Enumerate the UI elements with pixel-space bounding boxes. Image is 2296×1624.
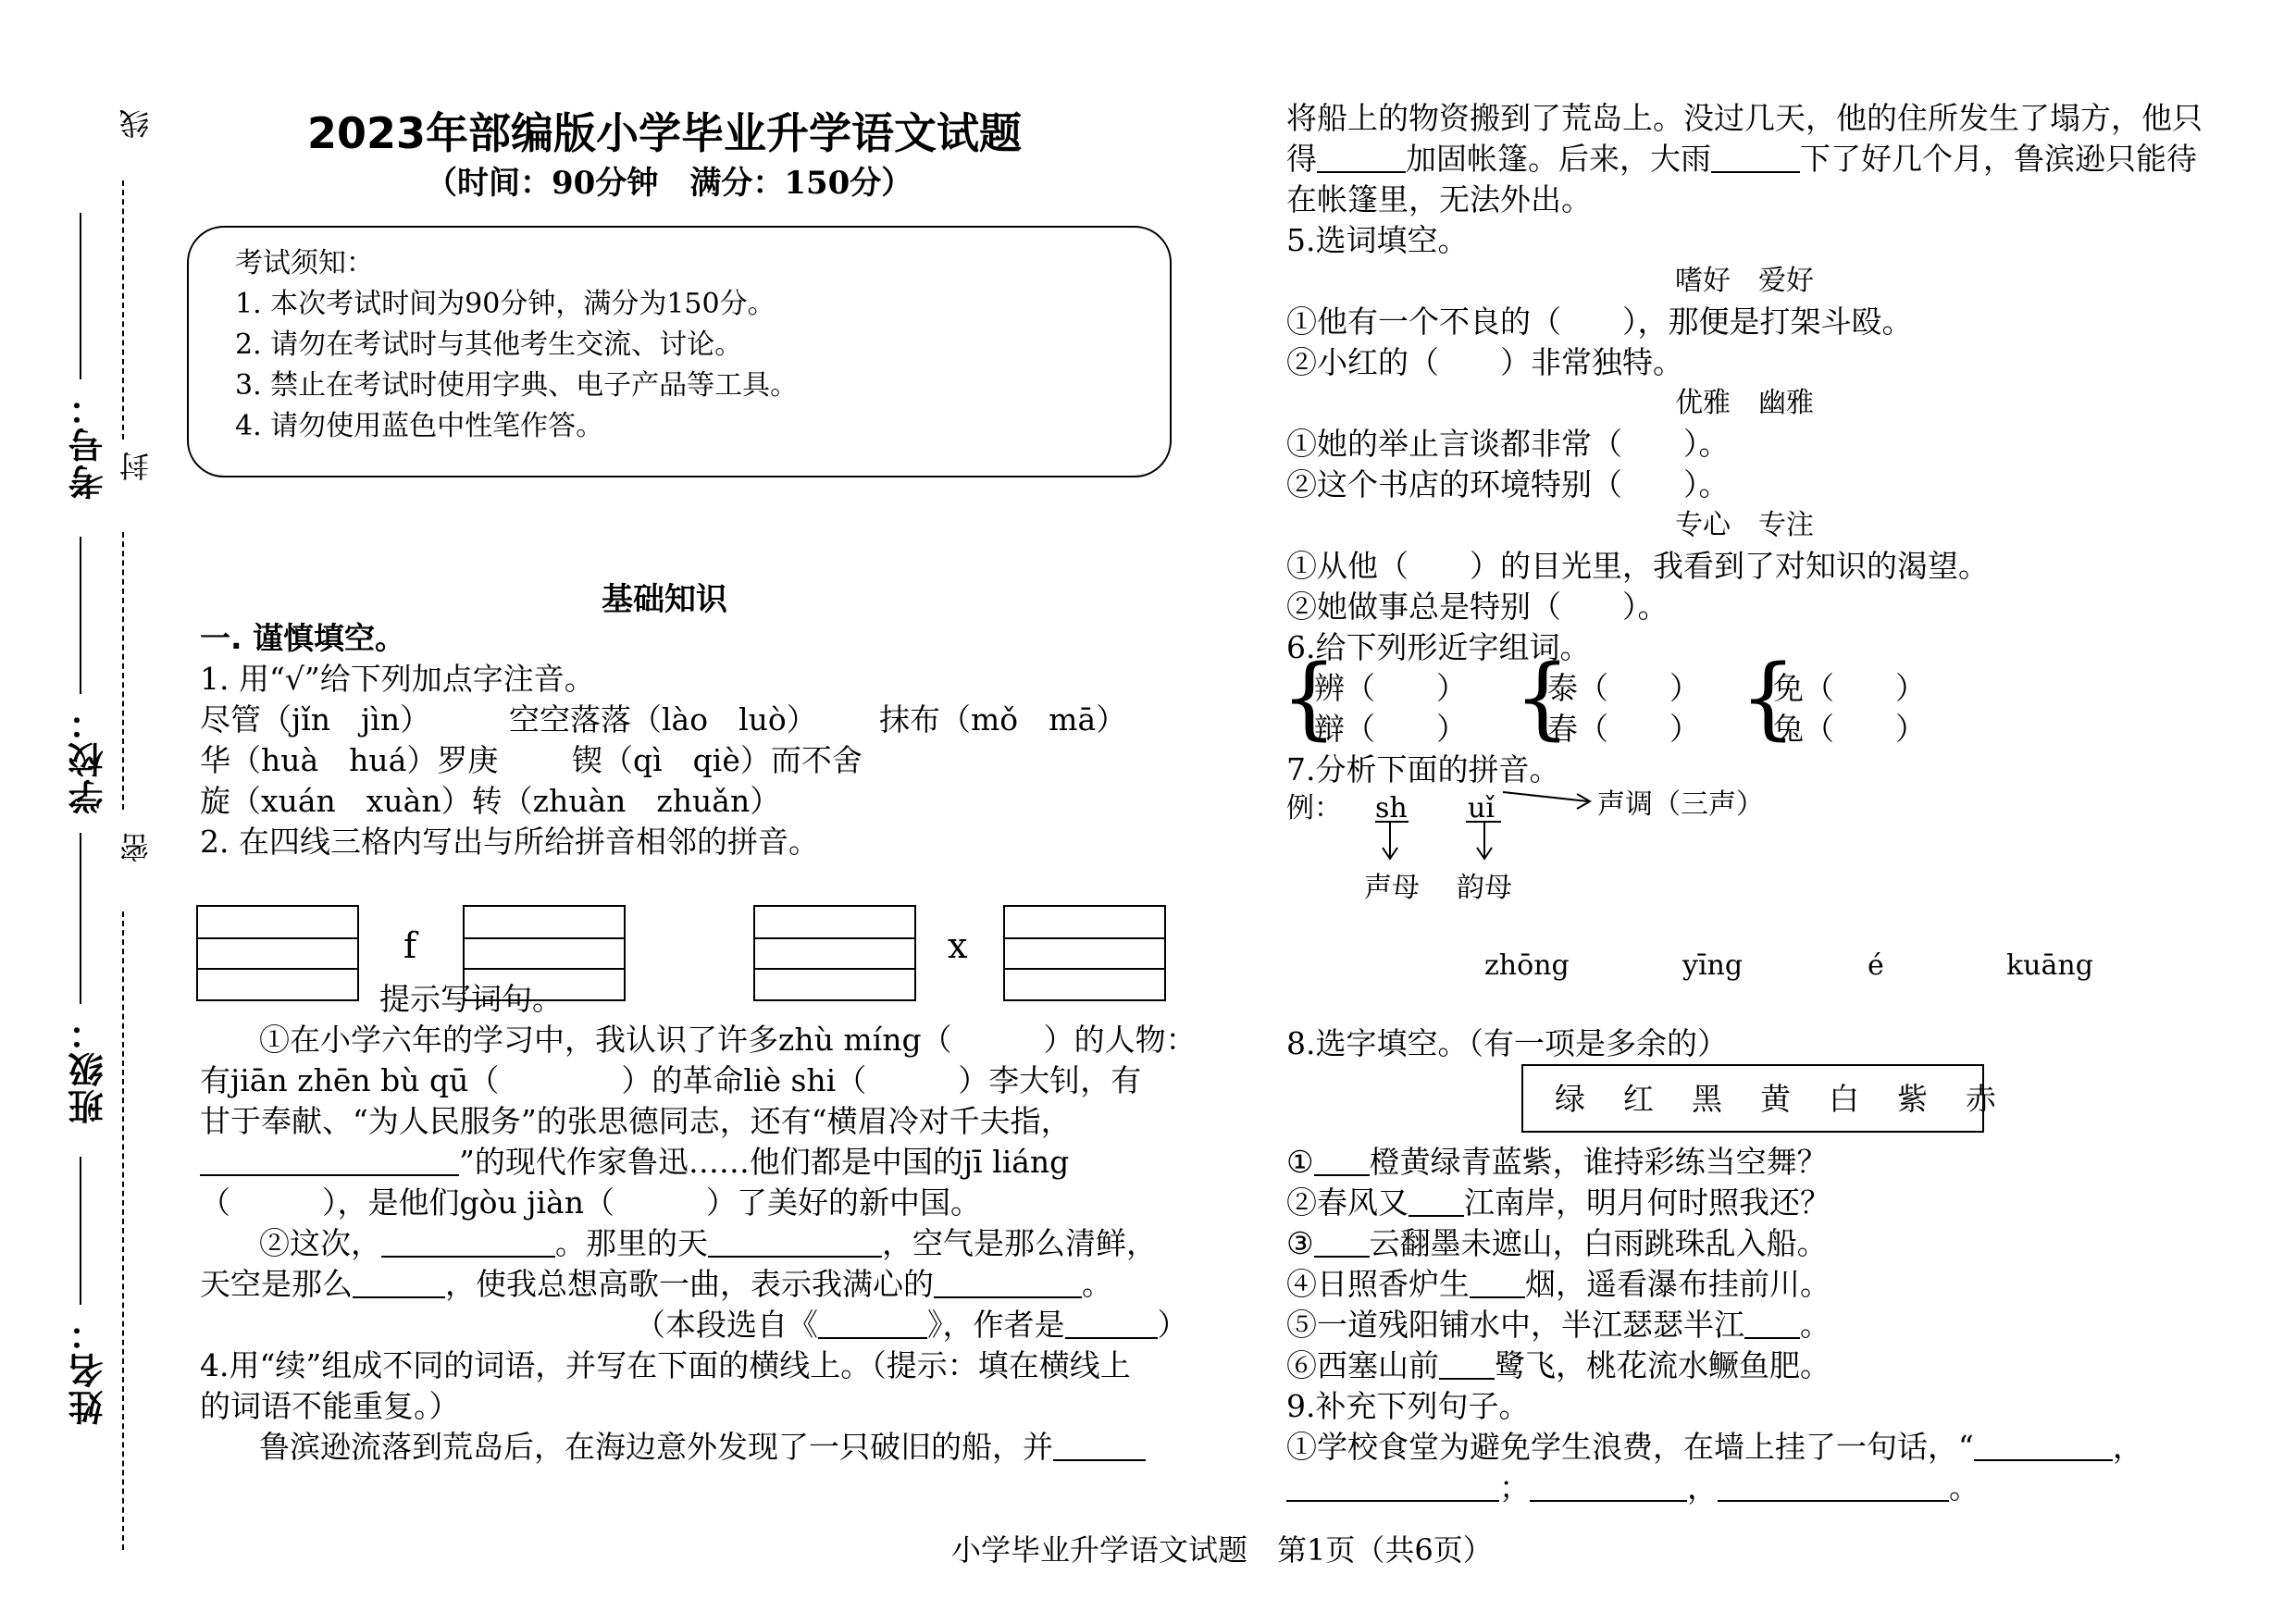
notice-heading: 考试须知：	[235, 247, 374, 279]
question-2: 2. 在四线三格内写出与所给拼音相邻的拼音。	[200, 824, 819, 860]
similar-char-item: 免（ ）	[1773, 670, 1926, 706]
q5-item: ①他有一个不良的（ ），那便是打架斗殴。	[1286, 304, 1913, 340]
similar-char-item: 兔（ ）	[1773, 711, 1926, 747]
q5-item: ①她的举止言谈都非常（ ）。	[1286, 426, 1730, 462]
word-choice-group: 专心 专注	[1675, 509, 1814, 541]
question-9: 9.补充下列句子。	[1286, 1388, 1530, 1424]
q1-item: 空空落落（lào luò）	[509, 701, 817, 738]
answer-blank[interactable]	[1974, 1432, 2113, 1461]
passage1-line: ①在小学六年的学习中，我认识了许多zhù míng（ ）的人物：	[259, 1022, 1197, 1058]
question-1: 1. 用“√”给下列加点字注音。	[200, 661, 595, 697]
passage2-source: （本段选自《 》，作者是 ）	[635, 1307, 1188, 1343]
word-choice-group: 嗜好 爱好	[1675, 265, 1814, 297]
passage1-line: （ ），是他们gòu jiàn（ ）了美好的新中国。	[200, 1184, 981, 1221]
q8-item: ④日照香炉生 烟，遥看瀑布挂前川。	[1286, 1266, 1831, 1302]
page-footer: 小学毕业升学语文试题 第1页（共6页）	[951, 1532, 1493, 1568]
question-5: 5.选词填空。	[1286, 222, 1469, 258]
brace-icon: {	[1740, 646, 1797, 750]
q4-passage-line: 将船上的物资搬到了荒岛上。没过几天，他的住所发生了塌方，他只	[1286, 100, 2203, 136]
answer-blank[interactable]	[1470, 1269, 1525, 1298]
q9-item: ； ， 。	[1286, 1468, 1980, 1508]
similar-char-item: 辨（ ）	[1314, 670, 1467, 706]
example-final-label: 韵母	[1457, 872, 1512, 904]
question-4: 4.用“续”组成不同的词语，并写在下面的横线上。（提示：填在横线上	[200, 1347, 1131, 1383]
word-choice-group: 优雅 幽雅	[1675, 387, 1814, 419]
passage1-line: ”的现代作家鲁迅……他们都是中国的jī liáng	[200, 1142, 1069, 1183]
section-title: 基础知识	[602, 581, 727, 618]
q8-item: ③ 云翻墨未遮山，白雨跳珠乱入船。	[1286, 1225, 1828, 1261]
answer-blank[interactable]	[1718, 1472, 1949, 1502]
q5-item: ①从他（ ）的目光里，我看到了对知识的渴望。	[1286, 548, 1989, 584]
brace-icon: {	[1514, 646, 1571, 750]
example-initial-label: 声母	[1364, 872, 1420, 904]
q1-item: 尽管（jǐn jìn）	[200, 701, 431, 738]
pinyin-letter-f: f	[403, 925, 417, 966]
example-initial: sh	[1375, 792, 1408, 824]
seal-word-mi: 密	[118, 833, 154, 862]
q9-item: ①学校食堂为避免学生浪费，在墙上挂了一句话，“ ，	[1286, 1429, 2143, 1465]
similar-char-item: 春（ ）	[1547, 711, 1700, 747]
notice-item: 3. 禁止在考试时使用字典、电子产品等工具。	[235, 369, 799, 402]
pinyin-letter-x: x	[948, 925, 968, 966]
answer-blank[interactable]	[1286, 1472, 1499, 1502]
similar-char-item: 辩（ ）	[1314, 711, 1467, 747]
pinyin-item: yīng	[1682, 949, 1744, 982]
part1-heading: 一. 谨慎填空。	[200, 620, 406, 656]
char-options: 绿 红 黑 黄 白 紫 赤	[1555, 1081, 2000, 1117]
question-8: 8.选字填空。（有一项是多余的）	[1286, 1025, 1728, 1061]
notice-item: 2. 请勿在考试时与其他考生交流、讨论。	[235, 329, 743, 361]
q1-item: 锲（qì qiè）而不舍	[572, 742, 863, 778]
question-3: 提示写词句。	[379, 981, 563, 1017]
question-6: 6.给下列形近字组词。	[1286, 629, 1591, 665]
name-label: 姓名：	[68, 1314, 109, 1425]
q5-item: ②她做事总是特别（ ）。	[1286, 589, 1669, 625]
exam-title: 2023年部编版小学毕业升学语文试题	[307, 108, 1023, 158]
q8-item: ⑤一道残阳铺水中，半江瑟瑟半江 。	[1286, 1307, 1831, 1343]
notice-item: 1. 本次考试时间为90分钟，满分为150分。	[235, 288, 776, 320]
question-4-hint: 的词语不能重复。）	[200, 1388, 460, 1424]
brace-icon: {	[1281, 646, 1338, 750]
answer-blank[interactable]	[1530, 1472, 1687, 1502]
exam-number-label: 考号：	[68, 389, 109, 500]
similar-char-item: 泰（ ）	[1547, 670, 1700, 706]
passage2-line: 天空是那么 ，使我总想高歌一曲，表示我满心的 。	[200, 1266, 1112, 1302]
q1-item: 旋（xuán xuàn）转（zhuàn zhuǎn）	[200, 783, 781, 819]
q4-passage-line: 在帐篷里，无法外出。	[1286, 181, 1592, 217]
q4-passage-line: 得 加固帐篷。后来，大雨 下了好几个月，鲁滨逊只能待	[1286, 141, 2197, 177]
class-label: 班级：	[68, 1013, 109, 1124]
school-label: 学校：	[68, 703, 109, 814]
notice-item: 4. 请勿使用蓝色中性笔作答。	[235, 410, 604, 442]
q8-item: ⑥西塞山前 鹭飞，桃花流水鳜鱼肥。	[1286, 1347, 1831, 1383]
answer-blank[interactable]	[1744, 1309, 1800, 1339]
pinyin-item: é	[1868, 949, 1884, 982]
exam-subtitle: （时间：90分钟 满分：150分）	[426, 165, 913, 202]
question-7: 7.分析下面的拼音。	[1286, 751, 1560, 787]
answer-blank[interactable]	[1439, 1350, 1495, 1380]
answer-blank[interactable]	[1314, 1228, 1370, 1258]
seal-word-feng: 封	[118, 452, 154, 481]
q1-item: 抹布（mǒ mā）	[879, 701, 1127, 738]
example-final: uǐ	[1468, 792, 1495, 824]
pinyin-item: zhōng	[1484, 949, 1570, 982]
answer-blank[interactable]	[1409, 1187, 1464, 1217]
q8-item: ②春风又 江南岸，明月何时照我还？	[1286, 1184, 1831, 1221]
q5-item: ②小红的（ ）非常独特。	[1286, 344, 1683, 380]
q1-item: 华（huà huá）罗庚	[200, 742, 499, 778]
passage1-line: 甘于奉献、“为人民服务”的张思德同志，还有“横眉冷对千夫指，	[200, 1103, 1072, 1139]
answer-blank[interactable]	[1314, 1147, 1370, 1176]
example-tone-label: 声调（三声）	[1597, 788, 1764, 821]
example-label: 例：	[1286, 792, 1342, 824]
seal-word-xian: 线	[118, 109, 154, 139]
passage1-line: 有jiān zhēn bù qū（ ）的革命liè shi（ ）李大钊，有	[200, 1062, 1142, 1098]
char-options-box	[1521, 1064, 2000, 1133]
q5-item: ②这个书店的环境特别（ ）。	[1286, 466, 1730, 502]
passage2-line: ②这次， 。那里的天 ，空气是那么清鲜，	[259, 1225, 1157, 1261]
pinyin-item: kuāng	[2006, 949, 2093, 982]
q4-passage-line: 鲁滨逊流落到荒岛后，在海边意外发现了一只破旧的船，并	[259, 1427, 1146, 1468]
q8-item: ① 橙黄绿青蓝紫，谁持彩练当空舞？	[1286, 1144, 1828, 1180]
